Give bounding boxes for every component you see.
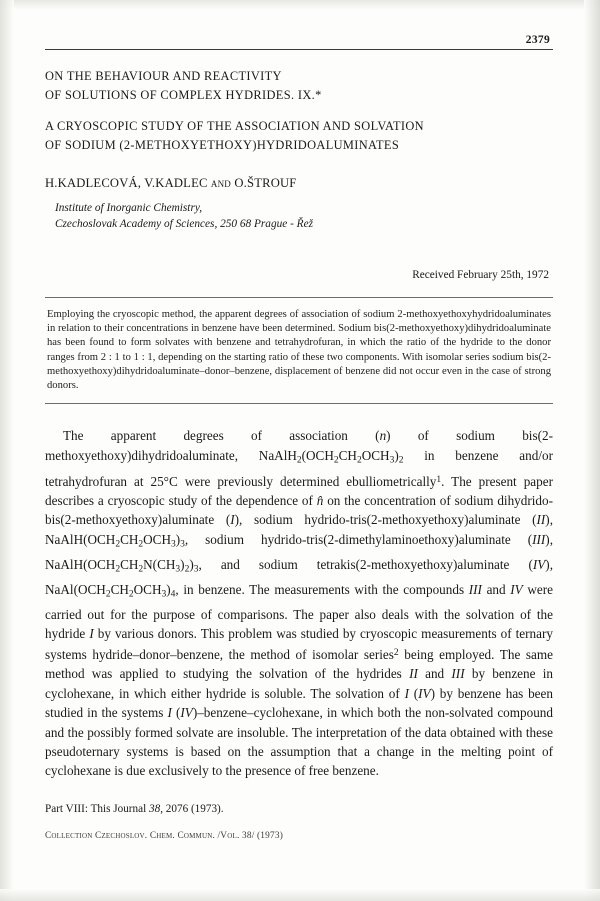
scan-edge-left xyxy=(0,0,14,901)
title-line-1: ON THE BEHAVIOUR AND REACTIVITY xyxy=(45,69,282,83)
title-line-2: OF SOLUTIONS OF COMPLEX HYDRIDES. IX.* xyxy=(45,87,322,102)
scan-edge-bottom xyxy=(0,889,600,901)
affiliation-line-2: Czechoslovak Academy of Sciences, 250 68 Prague - Řež xyxy=(55,217,313,230)
abstract-text: Employing the cryoscopic method, the apparent degrees of association of sodium 2-methoxyethoxyhydridoaluminates in relation to their concentrations in benzene have been determined. Sodium bis(2-methoxyethoxy)dihydridoaluminate has been found to form solvates with benzene and tetrahydrofuran, in which the ratio of the hydride to the donor ranges from 2 : 1 to 1 : 1, depending on the starting ratio of these two components. With isomolar series sodium bis(2-methoxyethoxy)dihydridoaluminate–donor–benzene, displacement of benzene did not occur even in the case of strong donors. xyxy=(47,309,551,392)
scan-edge-right xyxy=(584,0,600,901)
scan-edge-top xyxy=(0,0,600,10)
abstract-rule-bottom xyxy=(45,403,553,404)
abstract-section xyxy=(45,297,553,404)
affiliation-line-1: Institute of Inorganic Chemistry, xyxy=(55,202,203,214)
header-rule xyxy=(45,49,553,50)
colophon: Collection Czechoslov. Chem. Commun. /Vol. 38/ (1973) xyxy=(45,830,283,841)
page-content xyxy=(45,34,553,841)
footnote: Part VIII: This Journal 38, 2076 (1973). xyxy=(45,802,224,815)
author-list: H.KADLECOVÁ, V.KADLEC and O.ŠTROUF xyxy=(45,176,297,190)
subtitle-block xyxy=(45,117,553,154)
title-line-4: OF SODIUM (2-METHOXYETHOXY)HYDRIDOALUMINATES xyxy=(45,137,400,152)
body-paragraph: The apparent degrees of association (n) of sodium bis(2-methoxyethoxy)dihydridoaluminate, $NaAlH_2(OCH_2CH_2OCH_3)_2$ in benzene and/or tetrahydrofuran at 25°C were previously determined ebulliometrically$^1$. The present paper describes a cryoscopic study of the dependence of n̂ on the concentration of sodium dihydrido-bis(2-methoxyethoxy)aluminate (I), sodium hydrido-tris(2-methoxyethoxy)aluminate (II), $NaAlH(OCH_2CH_2OCH_3)_3$, sodium hydrido-tris(2-dimethylaminoethoxy)aluminate (III), $NaAlH(OCH_2CH_2N(CH_3)_2)_3$, and sodium tetrakis(2-methoxyethoxy)aluminate (IV), $NaAl(OCH_2CH_2OCH_3)_4$, in benzene. The measurements with the compounds III and IV were carried out for the purpose of comparisons. The paper also deals with the solvation of the hydride I by various donors. This problem was studied by cryoscopic measurements of ternary systems hydride–donor–benzene, the method of isomolar series$^2$ being employed. The same method was applied to studying the solvation of the hydrides II and III by benzene in cyclohexane, in which either hydride is soluble. The solvation of I (IV) by benzene has been studied in the systems I (IV)–benzene–cyclohexane, in which both the non-solvated compound and the possibly formed solvate are insoluble. The interpretation of the data obtained with these pseudoternary systems is based on the assumption that a change in the melting point of cyclohexane is due exclusively to the presence of free benzene. xyxy=(45,428,554,779)
affiliation xyxy=(55,201,553,232)
received-date: Received February 25th, 1972 xyxy=(412,269,549,281)
title-line-3: A CRYOSCOPIC STUDY OF THE ASSOCIATION AND SOLVATION xyxy=(45,119,424,133)
title-block xyxy=(45,67,553,104)
page-number: 2379 xyxy=(525,34,550,46)
